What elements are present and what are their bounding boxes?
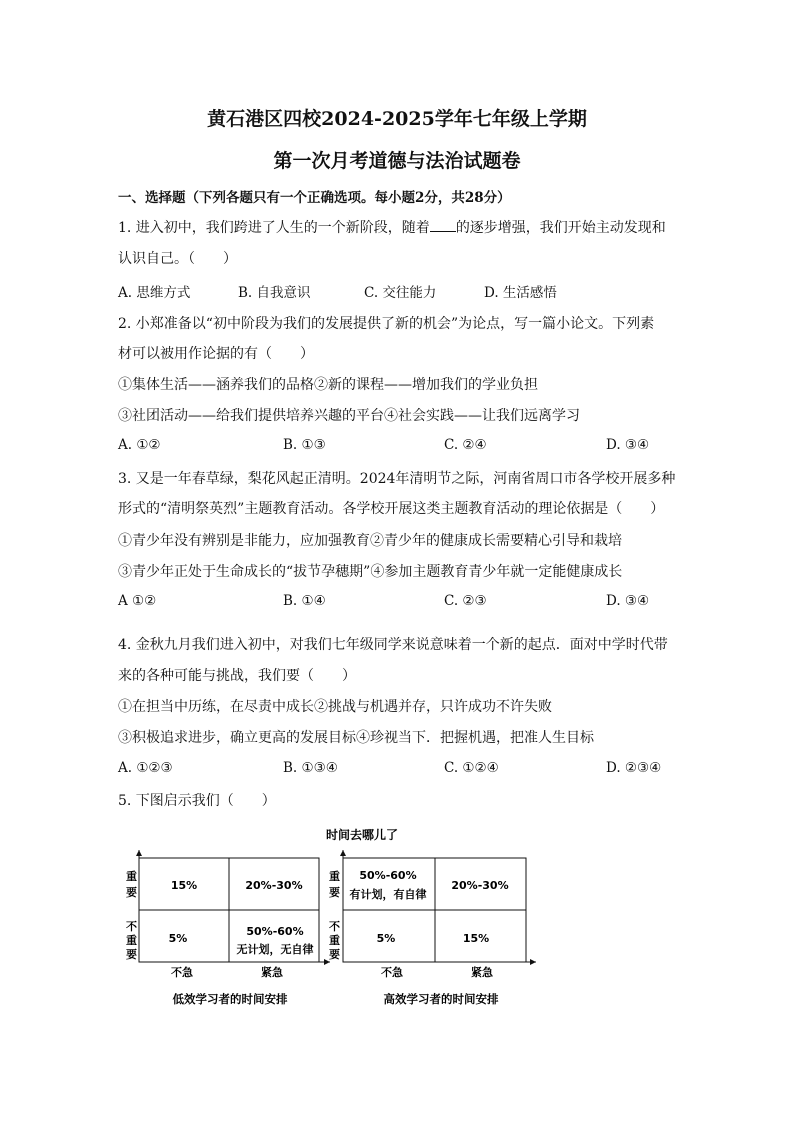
question-1-line-2: 认识自己。（ ） bbox=[118, 251, 237, 267]
right-caption: 高效学习者的时间安排 bbox=[383, 992, 499, 1006]
right-label-notimportant-1: 不 bbox=[329, 920, 340, 933]
question-4-option-c: C. ①②④ bbox=[444, 760, 499, 776]
left-label-important-2: 要 bbox=[126, 886, 137, 899]
question-2-option-a: A. ①② bbox=[118, 437, 161, 453]
left-caption: 低效学习者的时间安排 bbox=[172, 992, 288, 1006]
right-cell-top-left: 50%-60% bbox=[359, 869, 417, 882]
right-matrix bbox=[329, 850, 536, 1006]
right-label-urgent: 紧急 bbox=[471, 966, 493, 979]
question-4-option-d: D. ②③④ bbox=[606, 760, 662, 776]
question-2-option-b: B. ①③ bbox=[283, 437, 326, 453]
question-2-line-3: ①集体生活——涵养我们的品格②新的课程——增加我们的学业负担 bbox=[118, 377, 538, 393]
question-2-line-2: 材可以被用作论据的有（ ） bbox=[118, 346, 314, 362]
left-cell-top-right: 20%-30% bbox=[245, 879, 303, 892]
right-cell-bottom-right: 15% bbox=[462, 932, 490, 945]
question-4-line-3: ①在担当中历练，在尽责中成长②挑战与机遇并存，只许成功不许失败 bbox=[118, 699, 552, 715]
question-3-option-c: C. ②③ bbox=[444, 593, 487, 609]
question-1-text-b: 的逐步增强，我们开始主动发现和 bbox=[455, 220, 666, 236]
left-label-important-1: 重 bbox=[126, 870, 137, 883]
left-label-notimportant-3: 要 bbox=[126, 948, 137, 961]
time-matrix-figure bbox=[118, 822, 558, 1012]
left-label-notimportant-2: 重 bbox=[126, 934, 137, 947]
right-label-notimportant-2: 重 bbox=[329, 934, 340, 947]
left-label-notimportant-1: 不 bbox=[126, 920, 137, 933]
question-2-line-1: 2. 小郑准备以“初中阶段为我们的发展提供了新的机会”为论点，写一篇小论文。下列素 bbox=[118, 316, 655, 332]
question-1-option-d: D. 生活感悟 bbox=[484, 285, 557, 301]
question-3-option-a: A ①② bbox=[118, 593, 157, 609]
question-4-line-1: 4. 金秋九月我们进入初中，对我们七年级同学来说意味着一个新的起点．面对中学时代带 bbox=[118, 637, 668, 653]
question-3-option-b: B. ①④ bbox=[283, 593, 326, 609]
left-cell-bottom-right: 50%-60% bbox=[246, 925, 304, 938]
question-5-line-1: 5. 下图启示我们（ ） bbox=[118, 793, 276, 809]
left-label-urgent: 紧急 bbox=[261, 966, 283, 979]
right-label-not-urgent: 不急 bbox=[381, 966, 403, 979]
question-4-line-4: ③积极追求进步，确立更高的发展目标④珍视当下．把握机遇，把准人生目标 bbox=[118, 730, 594, 746]
right-cell-bottom-left: 5% bbox=[376, 932, 396, 945]
section-heading: 一、选择题（下列各题只有一个正确选项。每小题2分，共28分） bbox=[118, 190, 511, 206]
answer-blank bbox=[430, 218, 456, 232]
right-label-important-1: 重 bbox=[329, 870, 340, 883]
left-cell-bottom-left: 5% bbox=[168, 932, 188, 945]
left-matrix bbox=[126, 850, 330, 1006]
question-3-option-d: D. ③④ bbox=[606, 593, 650, 609]
right-cell-top-right: 20%-30% bbox=[451, 879, 509, 892]
left-cell-bottom-right-note: 无计划，无自律 bbox=[236, 943, 314, 956]
question-3-line-1: 3. 又是一年春草绿，梨花风起正清明。2024年清明节之际，河南省周口市各学校开展多种 bbox=[118, 471, 676, 487]
question-1-option-c: C. 交往能力 bbox=[364, 285, 437, 301]
question-2-option-d: D. ③④ bbox=[606, 437, 650, 453]
question-1-line-1 bbox=[118, 217, 666, 237]
question-4-line-2: 来的各种可能与挑战，我们要（ ） bbox=[118, 668, 356, 684]
question-3-line-3: ①青少年没有辨别是非能力，应加强教育②青少年的健康成长需要精心引导和栽培 bbox=[118, 533, 622, 549]
right-label-important-2: 要 bbox=[329, 886, 340, 899]
question-4-option-a: A. ①②③ bbox=[118, 760, 173, 776]
question-1-option-b: B. 自我意识 bbox=[238, 285, 311, 301]
question-2-option-c: C. ②④ bbox=[444, 437, 487, 453]
question-1-text-a: 1. 进入初中，我们跨进了人生的一个新阶段，随着 bbox=[118, 220, 430, 236]
exam-title-line2: 第一次月考道德与法治试题卷 bbox=[273, 150, 521, 172]
left-cell-top-left: 15% bbox=[170, 879, 198, 892]
left-label-not-urgent: 不急 bbox=[171, 966, 193, 979]
question-4-option-b: B. ①③④ bbox=[283, 760, 338, 776]
right-label-notimportant-3: 要 bbox=[329, 948, 340, 961]
question-3-line-4: ③青少年正处于生命成长的“拔节孕穗期”④参加主题教育青少年就一定能健康成长 bbox=[118, 564, 623, 580]
question-1-option-a: A. 思维方式 bbox=[118, 285, 191, 301]
right-cell-top-left-note: 有计划，有自律 bbox=[349, 888, 427, 901]
question-2-line-4: ③社团活动——给我们提供培养兴趣的平台④社会实践——让我们远离学习 bbox=[118, 408, 580, 424]
exam-title-line1: 黄石港区四校2024-2025学年七年级上学期 bbox=[207, 108, 587, 130]
figure-title: 时间去哪儿了 bbox=[325, 828, 399, 842]
question-3-line-2: 形式的“清明祭英烈”主题教育活动。各学校开展这类主题教育活动的理论依据是（ ） bbox=[118, 501, 665, 517]
